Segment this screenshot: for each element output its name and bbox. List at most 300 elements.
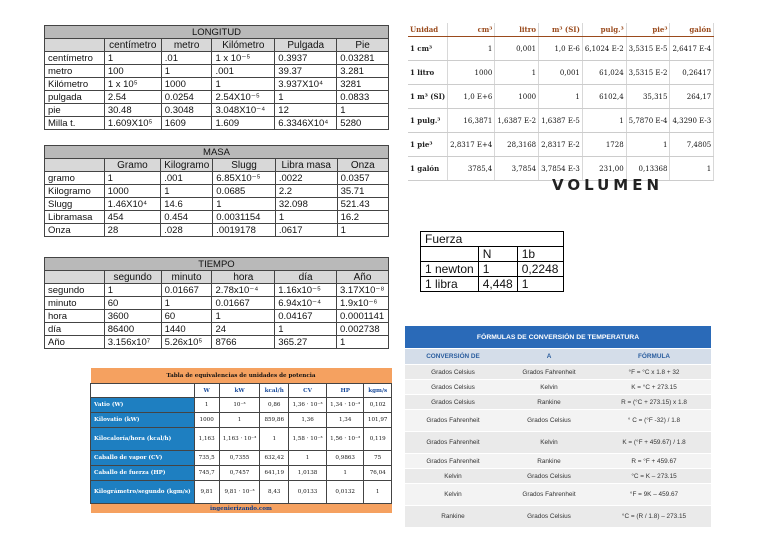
table-cell: 2.2: [275, 185, 337, 198]
column-header: 1b: [517, 247, 563, 262]
table-cell: 1: [161, 185, 213, 198]
row-label: Grados Fahrenheit: [405, 432, 501, 454]
table-cell: .0019178: [213, 224, 276, 237]
table-cell: 0,102: [364, 398, 392, 413]
table-row: [45, 172, 389, 185]
table-cell: 1,36: [289, 413, 327, 428]
table-cell: Grados Celsius: [501, 506, 597, 528]
table-cell: 0.0685: [213, 185, 276, 198]
table-cell: 1: [275, 211, 337, 224]
table-cell: 3.048X10⁻⁴: [212, 104, 275, 117]
table-cell: ° C = (°F -32) / 1.8: [597, 410, 711, 432]
column-header: Kilómetro: [212, 39, 275, 52]
table-cell: 1: [161, 297, 212, 310]
table-cell: 5,7870 E-4: [626, 109, 670, 133]
table-cell: °F = 9K – 459.67: [597, 484, 711, 506]
table-cell: 3785,4: [448, 157, 495, 181]
table-row: [45, 336, 389, 349]
table-cell: 1: [670, 157, 714, 181]
longitud-table: [44, 25, 389, 130]
row-label: 1 pulg.³: [408, 109, 448, 133]
table-row: [408, 61, 714, 85]
header-row: [45, 159, 389, 172]
row-label: 1 galón: [408, 157, 448, 181]
table-cell: 3.17X10⁻⁸: [336, 284, 388, 297]
column-header: [45, 271, 105, 284]
table-cell: °C = K – 273.15: [597, 469, 711, 484]
table-row: [45, 78, 389, 91]
table-cell: 3,7854 E-3: [539, 157, 583, 181]
table-row: [405, 506, 711, 528]
row-label: 1 libra: [421, 277, 479, 292]
table-title: TIEMPO: [45, 258, 389, 271]
header-row: [421, 247, 564, 262]
row-label: Kilocaloría/hora (kcal/h): [91, 428, 195, 451]
table-title-row: [45, 26, 389, 39]
table-cell: 6.3346X10⁴: [275, 117, 337, 130]
table-cell: 0,001: [495, 37, 539, 61]
table-cell: 1: [327, 466, 364, 481]
table-cell: 35,315: [626, 85, 670, 109]
table-cell: .001: [161, 172, 213, 185]
table-cell: 454: [104, 211, 161, 224]
row-label: Kelvin: [405, 484, 501, 506]
column-header: N: [478, 247, 517, 262]
table-cell: 9,81 · 10⁻³: [219, 481, 260, 504]
table-row: [91, 398, 392, 413]
table-row: [45, 297, 389, 310]
table-cell: 1,34 · 10⁻³: [327, 398, 364, 413]
table-cell: Kelvin: [501, 432, 597, 454]
table-cell: 264,17: [670, 85, 714, 109]
table-title-row: [45, 258, 389, 271]
table-cell: 1,163: [194, 428, 219, 451]
table-cell: R = (°C + 273.15) x 1.8: [597, 395, 711, 410]
column-header: [421, 247, 479, 262]
table-cell: 8,43: [260, 481, 289, 504]
table-cell: Grados Fahrenheit: [501, 365, 597, 380]
table-cell: K = °C + 273.15: [597, 380, 711, 395]
table-cell: 0.0833: [337, 91, 389, 104]
table-title-row: [405, 326, 711, 349]
row-label: Kelvin: [405, 469, 501, 484]
table-cell: 0,119: [364, 428, 392, 451]
table-cell: 1,56 · 10⁻³: [327, 428, 364, 451]
table-row: [91, 413, 392, 428]
column-header: CV: [289, 384, 327, 398]
row-label: Vatio (W): [91, 398, 195, 413]
table-row: [408, 85, 714, 109]
table-cell: Kelvin: [501, 380, 597, 395]
table-row: [45, 284, 389, 297]
table-cell: 75: [364, 451, 392, 466]
table-cell: 2,8317 E+4: [448, 133, 495, 157]
table-cell: 0.03281: [337, 52, 389, 65]
table-title-row: [421, 232, 564, 247]
table-title-row: [91, 368, 392, 384]
row-label: 1 m³ (SI): [408, 85, 448, 109]
table-cell: 0,86: [260, 398, 289, 413]
row-label: hora: [45, 310, 105, 323]
table-cell: 1,6387 E-2: [495, 109, 539, 133]
table-cell: 0,7355: [219, 451, 260, 466]
table-cell: 1 x 10⁵: [104, 78, 161, 91]
table-cell: 1: [213, 198, 276, 211]
column-header: Año: [336, 271, 388, 284]
row-label: Caballo de fuerza (HP): [91, 466, 195, 481]
row-label: día: [45, 323, 105, 336]
column-header: Pulgada: [275, 39, 337, 52]
table-cell: 745,7: [194, 466, 219, 481]
table-cell: 1: [336, 336, 388, 349]
column-header: día: [275, 271, 337, 284]
table-row: [45, 211, 389, 224]
table-cell: 1000: [161, 78, 212, 91]
table-title: Fuerza: [421, 232, 564, 247]
table-cell: 0.0001141: [336, 310, 388, 323]
table-cell: 14.6: [161, 198, 213, 211]
table-cell: .0022: [275, 172, 337, 185]
table-cell: 1,34: [327, 413, 364, 428]
table-cell: 0,26417: [670, 61, 714, 85]
column-header: [45, 39, 105, 52]
table-cell: 1.16x10⁻⁵: [275, 284, 337, 297]
table-cell: 1: [212, 310, 275, 323]
table-cell: 859,86: [260, 413, 289, 428]
table-cell: 1,36 · 10⁻³: [289, 398, 327, 413]
table-cell: 1: [275, 91, 337, 104]
table-cell: 1: [194, 398, 219, 413]
table-cell: 1: [582, 109, 626, 133]
table-cell: 86400: [104, 323, 161, 336]
column-header: galón: [670, 23, 714, 37]
column-header: kgm/s: [364, 384, 392, 398]
row-label: Rankine: [405, 506, 501, 528]
table-cell: 16.2: [337, 211, 388, 224]
column-header: Kilogramo: [161, 159, 213, 172]
table-cell: 6,1024 E-2: [582, 37, 626, 61]
table-cell: 0.0031154: [213, 211, 276, 224]
table-cell: 1: [275, 323, 337, 336]
table-cell: 60: [104, 297, 161, 310]
table-cell: 61,024: [582, 61, 626, 85]
table-cell: Grados Celsius: [501, 410, 597, 432]
table-cell: R = °F + 459.67: [597, 454, 711, 469]
table-cell: 28,3168: [495, 133, 539, 157]
header-row: [405, 349, 711, 365]
table-cell: 0.0357: [337, 172, 388, 185]
table-title: LONGITUD: [45, 26, 389, 39]
table-cell: 6.85X10⁻⁵: [213, 172, 276, 185]
table-cell: 7,4805: [670, 133, 714, 157]
table-title: Tabla de equivalencias de unidades de potencia: [91, 368, 392, 384]
table-cell: 8766: [212, 336, 275, 349]
table-row: [91, 466, 392, 481]
row-label: Kilómetro: [45, 78, 105, 91]
table-row: [45, 224, 389, 237]
row-label: Grados Fahrenheit: [405, 454, 501, 469]
table-cell: 2.54: [104, 91, 161, 104]
row-label: Caballo de vapor (CV): [91, 451, 195, 466]
table-cell: 1,0 E+6: [448, 85, 495, 109]
table-cell: 1000: [104, 185, 161, 198]
table-cell: 1000: [194, 413, 219, 428]
table-cell: 1: [626, 133, 670, 157]
table-cell: 32.098: [275, 198, 337, 211]
temperatura-table: [405, 326, 711, 528]
table-cell: 2,6417 E-4: [670, 37, 714, 61]
table-row: [91, 451, 392, 466]
table-cell: Grados Fahrenheit: [501, 484, 597, 506]
volumen-title: VOLUMEN: [552, 176, 664, 194]
table-cell: 30.48: [104, 104, 161, 117]
table-cell: 0.04167: [275, 310, 337, 323]
table-cell: 2,8317 E-2: [539, 133, 583, 157]
table-cell: 1: [495, 61, 539, 85]
row-label: 1 cm³: [408, 37, 448, 61]
table-cell: 0,2248: [517, 262, 563, 277]
row-label: Milla t.: [45, 117, 105, 130]
table-row: [405, 410, 711, 432]
column-header: A: [501, 349, 597, 365]
table-row: [45, 117, 389, 130]
row-label: gramo: [45, 172, 105, 185]
table-cell: 1 x 10⁻⁵: [212, 52, 275, 65]
table-cell: .028: [161, 224, 213, 237]
row-label: Grados Celsius: [405, 365, 501, 380]
table-cell: 1: [448, 37, 495, 61]
table-cell: K = (°F + 459.67) / 1.8: [597, 432, 711, 454]
table-cell: 1.46X10⁴: [104, 198, 161, 211]
row-label: Año: [45, 336, 105, 349]
table-cell: .01: [161, 52, 212, 65]
table-cell: 1: [539, 85, 583, 109]
table-cell: 1,0 E-6: [539, 37, 583, 61]
table-cell: 1,0138: [289, 466, 327, 481]
table-cell: 1,58 · 10⁻³: [289, 428, 327, 451]
table-cell: 365.27: [275, 336, 337, 349]
table-row: [405, 484, 711, 506]
row-label: segundo: [45, 284, 105, 297]
table-cell: 1: [104, 284, 161, 297]
table-row: [45, 323, 389, 336]
table-cell: 100: [104, 65, 161, 78]
fuerza-table: [420, 231, 564, 292]
table-cell: 1.609X10⁵: [104, 117, 161, 130]
row-label: 1 litro: [408, 61, 448, 85]
table-cell: 1: [104, 52, 161, 65]
row-label: pie: [45, 104, 105, 117]
table-cell: 35.71: [337, 185, 388, 198]
row-label: Onza: [45, 224, 105, 237]
column-header: m³ (SI): [539, 23, 583, 37]
column-header: pulg.³: [582, 23, 626, 37]
table-cell: 6.94x10⁻⁴: [275, 297, 337, 310]
table-cell: 1: [161, 65, 212, 78]
table-cell: Grados Celsius: [501, 469, 597, 484]
row-label: Grados Celsius: [405, 395, 501, 410]
table-cell: Rankine: [501, 454, 597, 469]
row-label: Libramasa: [45, 211, 105, 224]
table-row: [45, 104, 389, 117]
table-row: [45, 91, 389, 104]
table-row: [421, 262, 564, 277]
table-cell: 76,04: [364, 466, 392, 481]
column-header: FÓRMULA: [597, 349, 711, 365]
table-cell: 0.0254: [161, 91, 212, 104]
table-cell: 0.3048: [161, 104, 212, 117]
table-cell: 28: [104, 224, 161, 237]
table-cell: 3,5315 E-2: [626, 61, 670, 85]
table-cell: 0,9863: [327, 451, 364, 466]
table-title-row: [45, 146, 389, 159]
table-cell: 0,7457: [219, 466, 260, 481]
row-label: metro: [45, 65, 105, 78]
column-header: Libra masa: [275, 159, 337, 172]
table-row: [405, 432, 711, 454]
row-label: centímetro: [45, 52, 105, 65]
table-cell: 16,3871: [448, 109, 495, 133]
table-cell: °F = °C x 1.8 + 32: [597, 365, 711, 380]
column-header: kcal/h: [260, 384, 289, 398]
table-row: [408, 133, 714, 157]
table-cell: Rankine: [501, 395, 597, 410]
table-row: [45, 198, 389, 211]
column-header: Slugg: [213, 159, 276, 172]
table-row: [421, 277, 564, 292]
table-row: [405, 395, 711, 410]
column-header: centímetro: [104, 39, 161, 52]
column-header: [91, 384, 195, 398]
table-row: [408, 109, 714, 133]
table-cell: 1000: [495, 85, 539, 109]
table-cell: 0.454: [161, 211, 213, 224]
table-cell: 1: [260, 428, 289, 451]
column-header: Gramo: [104, 159, 161, 172]
table-cell: 632,42: [260, 451, 289, 466]
table-cell: 1: [364, 481, 392, 504]
row-label: minuto: [45, 297, 105, 310]
volumen-table: [408, 23, 714, 181]
column-header: hora: [212, 271, 275, 284]
table-cell: 12: [275, 104, 337, 117]
table-cell: 3.281: [337, 65, 389, 78]
column-header: Onza: [337, 159, 388, 172]
table-cell: 3,7854: [495, 157, 539, 181]
table-cell: 2.54X10⁻⁵: [212, 91, 275, 104]
column-header: [45, 159, 105, 172]
potencia-table: [90, 368, 392, 513]
table-cell: 101,97: [364, 413, 392, 428]
row-label: 1 newton: [421, 262, 479, 277]
table-cell: 2.78x10⁻⁴: [212, 284, 275, 297]
column-header: metro: [161, 39, 212, 52]
table-cell: 0.01667: [161, 284, 212, 297]
table-cell: 6102,4: [582, 85, 626, 109]
table-cell: 0,0132: [327, 481, 364, 504]
table-cell: 1000: [448, 61, 495, 85]
table-title: MASA: [45, 146, 389, 159]
table-cell: 1: [337, 104, 389, 117]
masa-table: [44, 145, 389, 237]
table-cell: 0,0133: [289, 481, 327, 504]
table-row: [45, 65, 389, 78]
table-cell: 24: [212, 323, 275, 336]
column-header: HP: [327, 384, 364, 398]
table-cell: 3.156x10⁷: [104, 336, 161, 349]
row-label: Slugg: [45, 198, 105, 211]
table-cell: .0617: [275, 224, 337, 237]
column-header: Unidad: [408, 23, 448, 37]
table-cell: 1: [289, 451, 327, 466]
table-cell: 4,3290 E-3: [670, 109, 714, 133]
table-cell: 1,6387 E-5: [539, 109, 583, 133]
table-cell: 3600: [104, 310, 161, 323]
table-cell: 735,5: [194, 451, 219, 466]
table-cell: 0.3937: [275, 52, 337, 65]
table-cell: 1: [478, 262, 517, 277]
table-row: [405, 469, 711, 484]
column-header: W: [194, 384, 219, 398]
table-cell: 1728: [582, 133, 626, 157]
table-cell: 1.609: [212, 117, 275, 130]
table-cell: .001: [212, 65, 275, 78]
source-footer: ingenierizando.com: [91, 504, 392, 514]
table-row: [45, 310, 389, 323]
table-cell: 1440: [161, 323, 212, 336]
table-cell: 1: [212, 78, 275, 91]
table-cell: 1: [219, 413, 260, 428]
table-row: [405, 365, 711, 380]
column-header: litro: [495, 23, 539, 37]
row-label: Grados Celsius: [405, 380, 501, 395]
table-title: FÓRMULAS DE CONVERSIÓN DE TEMPERATURA: [405, 326, 711, 349]
footer-row: [91, 504, 392, 514]
table-row: [405, 380, 711, 395]
header-row: [45, 39, 389, 52]
table-cell: 10⁻³: [219, 398, 260, 413]
row-label: Kilográmetro/segundo (kgm/s): [91, 481, 195, 504]
column-header: Pie: [337, 39, 389, 52]
tiempo-table: [44, 257, 389, 349]
column-header: CONVERSIÓN DE: [405, 349, 501, 365]
header-row: [91, 384, 392, 398]
table-cell: 3.937X10⁴: [275, 78, 337, 91]
table-cell: 1: [104, 172, 161, 185]
table-row: [91, 481, 392, 504]
row-label: Kilogramo: [45, 185, 105, 198]
table-cell: 9,81: [194, 481, 219, 504]
row-label: Kilovatio (kW): [91, 413, 195, 428]
table-cell: 0.01667: [212, 297, 275, 310]
column-header: minuto: [161, 271, 212, 284]
table-cell: 641,19: [260, 466, 289, 481]
table-row: [408, 37, 714, 61]
row-label: pulgada: [45, 91, 105, 104]
table-cell: 0,001: [539, 61, 583, 85]
table-cell: 0,13368: [626, 157, 670, 181]
table-cell: 0.002738: [336, 323, 388, 336]
column-header: segundo: [104, 271, 161, 284]
table-cell: 1: [337, 224, 388, 237]
table-cell: 1.9x10⁻⁶: [336, 297, 388, 310]
column-header: kW: [219, 384, 260, 398]
table-row: [405, 454, 711, 469]
row-label: 1 pie³: [408, 133, 448, 157]
table-cell: 4,448: [478, 277, 517, 292]
column-header: pie³: [626, 23, 670, 37]
table-cell: 231,00: [582, 157, 626, 181]
